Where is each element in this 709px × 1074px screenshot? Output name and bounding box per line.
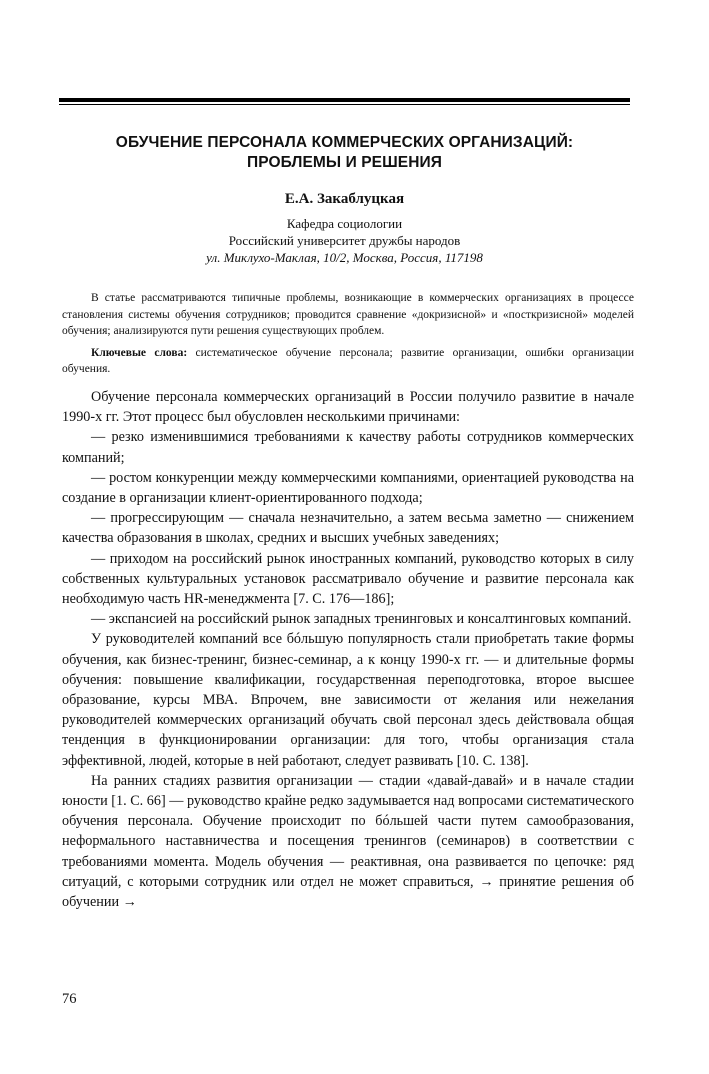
affiliation-department: Кафедра социологии [286,216,403,231]
affiliation-university: Российский университет дружбы народов [228,233,461,248]
abstract [62,290,634,378]
keywords-text: систематическое обучение персонала; развитие организации, ошибки организации обучения. [62,346,634,375]
body-paragraph: Обучение персонала коммерческих организаций в России получило развитие в начале 1990-х гг. Этот процесс был обусловлен несколькими причинами: [62,389,634,426]
affiliation [59,215,630,266]
keywords [62,345,634,378]
body-list-item: — экспансией на российский рынок западных тренинговых и консалтинговых компаний. [91,611,632,628]
abstract-text: В статье рассматриваются типичные проблемы, возникающие в коммерческих организациях в процессе становления системы обучения сотрудников; проводится сравнение «докризисной» и «посткризисной» моделей обучения; анализируются пути решения существующих проблем. [62,292,634,337]
page-number: 76 [62,991,77,1007]
body-paragraph: У руководителей компаний все бóльшую популярность стали приобретать такие формы обучения, как бизнес-тренинг, бизнес-семинар, а к концу 1990-х гг. — и длительные формы обучения: повышение квалификации, государственная переподготовка, второе высшее образование, курсы МВА. Впрочем, вне зависимости от желания или нежелания руководителей коммерческих организаций обучать свой персонал здесь действовала общая тенденция в функционировании организации: для того, чтобы организация стала эффективной, людей, которые в ней работают, следует развивать [10. С. 138]. [62,631,634,769]
header-rule-thin [59,104,630,105]
body-list-item: — приходом на российский рынок иностранных компаний, руководство которых в силу собственных культуральных установок рассматривало обучение и развитие персонала как необходимую часть HR-менеджмента [7. С. 176—186]; [62,550,634,608]
body-list-item: — прогрессирующим — сначала незначительно, а затем весьма заметно — снижением качества образования в школах, средних и высших учебных заведениях; [62,510,634,547]
body-list-item: — резко изменившимися требованиями к качеству работы сотрудников коммерческих компаний; [62,429,634,466]
article-title [59,133,630,173]
header-rule-thick [59,98,630,102]
affiliation-address: ул. Миклухо-Маклая, 10/2, Москва, Россия, 117198 [206,250,483,265]
article-body [62,387,634,912]
keywords-label: Ключевые слова: [91,346,188,359]
title-line-1: ОБУЧЕНИЕ ПЕРСОНАЛА КОММЕРЧЕСКИХ ОРГАНИЗАЦИЙ: [115,134,574,151]
body-list-item: — ростом конкуренции между коммерческими компаниями, ориентацией руководства на создание в организации клиент-ориентированного подхода; [62,469,634,507]
body-paragraph: На ранних стадиях развития организации — стадии «давай-давай» и в начале стадии юности [1. С. 66] — руководство крайне редко задумывается над вопросами систематического обучения персонала. Обучение происходит по бóльшей части путем самообразования, неформального наставничества и посещения тренингов (семинаров) в соответствии с требованиями момента. Модель обучения — реактивная, она развивается по цепочке: ряд ситуаций, с которыми сотрудник или отдел не может справиться, → принятие решения об обучении → [62,772,634,911]
title-line-2: ПРОБЛЕМЫ И РЕШЕНИЯ [246,154,442,171]
author-name: Е.А. Закаблуцкая [284,191,405,207]
